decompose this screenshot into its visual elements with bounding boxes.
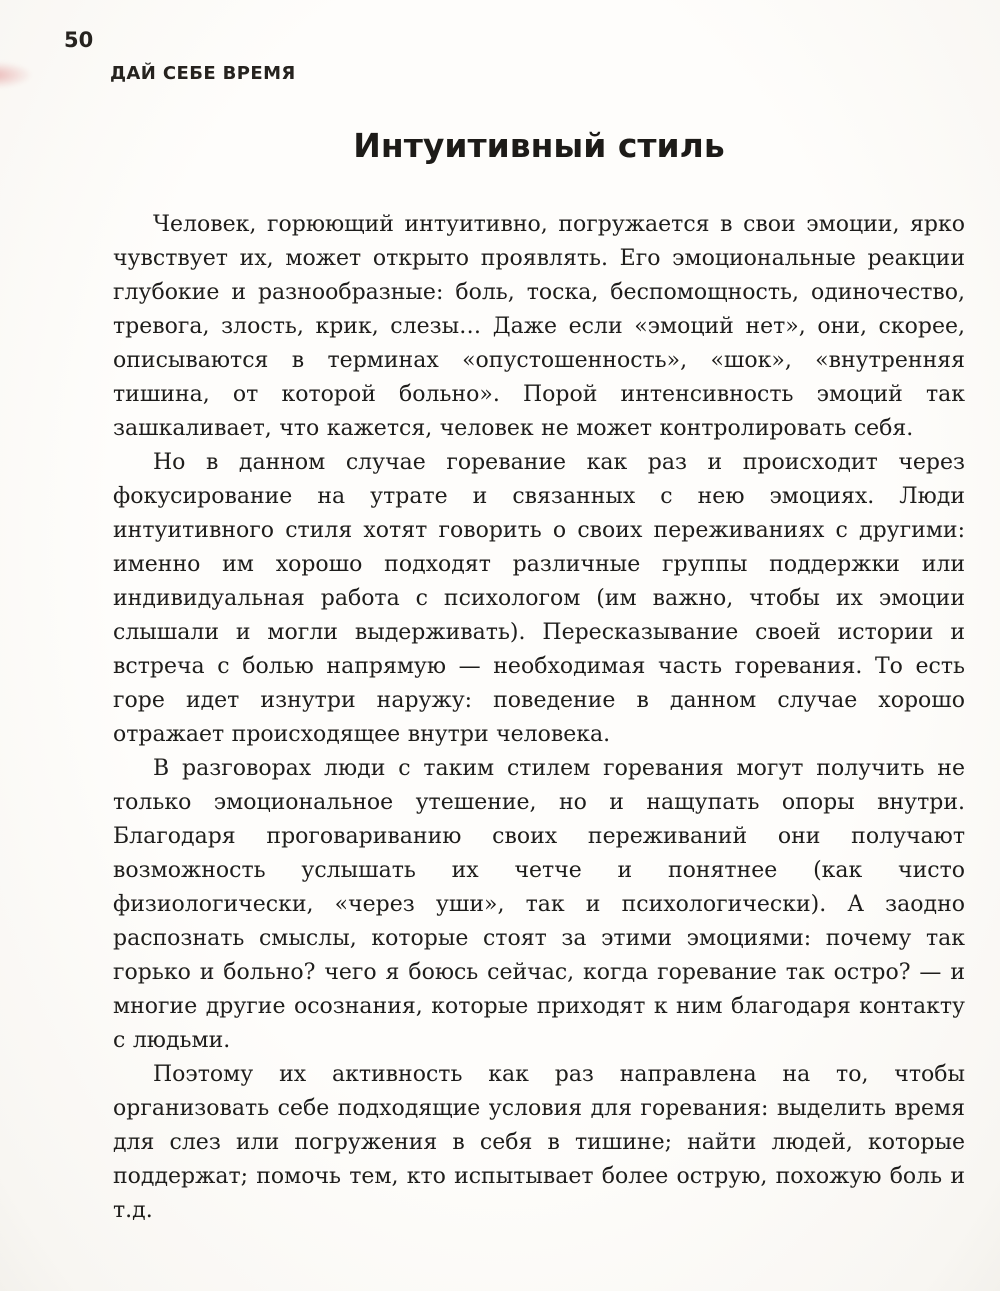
chapter-title: Интуитивный стиль (353, 126, 725, 165)
page-number: 50 (64, 28, 94, 52)
text-block (113, 126, 965, 1228)
paragraph-4: Поэтому их активность как раз направлена на то, чтобы организовать себе подходящие условия для горевания: выделить время для слез или погружения в себя в тишине; найти людей, которые поддержат; помочь тем, кто испытывает более острую, похожую боль и т.д. (113, 1061, 965, 1223)
paragraph-2: Но в данном случае горевание как раз и происходит через фокусирование на утрате и связанных с нею эмоциях. Люди интуитивного стиля хотят говорить о своих переживаниях с другими: именно им хорошо подходят различные группы поддержки или индивидуальная работа с психологом (им важно, чтобы их эмоции слышали и могли выдерживать). Пересказывание своей истории и встреча с болью напрямую — необходимая часть горевания. То есть горе идет изнутри наружу: поведение в данном случае хорошо отражает происходящее внутри человека. (113, 449, 965, 747)
paragraph-3: В разговорах люди с таким стилем горевания могут получить не только эмоциональное утешение, но и нащупать опоры внутри. Благодаря проговариванию своих переживаний они получают возможность услышать их четче и понятнее (как чисто физиологически, «через уши», так и психологически). А заодно распознать смыслы, которые стоят за этими эмоциями: почему так горько и больно? чего я боюсь сейчас, когда горевание так остро? — и многие другие осознания, которые приходят к ним благодаря контакту с людьми. (113, 755, 965, 1053)
scan-smudge-artifact (0, 62, 32, 88)
paragraph-1: Человек, горюющий интуитивно, погружается в свои эмоции, ярко чувствует их, может открыто проявлять. Его эмоциональные реакции глубокие и разнообразные: боль, тоска, беспомощность, одиночество, тревога, злость, крик, слезы… Даже если «эмоций нет», они, скорее, описываются в терминах «опустошенность», «шок», «внутренняя тишина, от которой больно». Порой интенсивность эмоций так зашкаливает, что кажется, человек не может контролировать себя. (113, 211, 965, 441)
running-header: ДАЙ СЕБЕ ВРЕМЯ (110, 63, 296, 84)
